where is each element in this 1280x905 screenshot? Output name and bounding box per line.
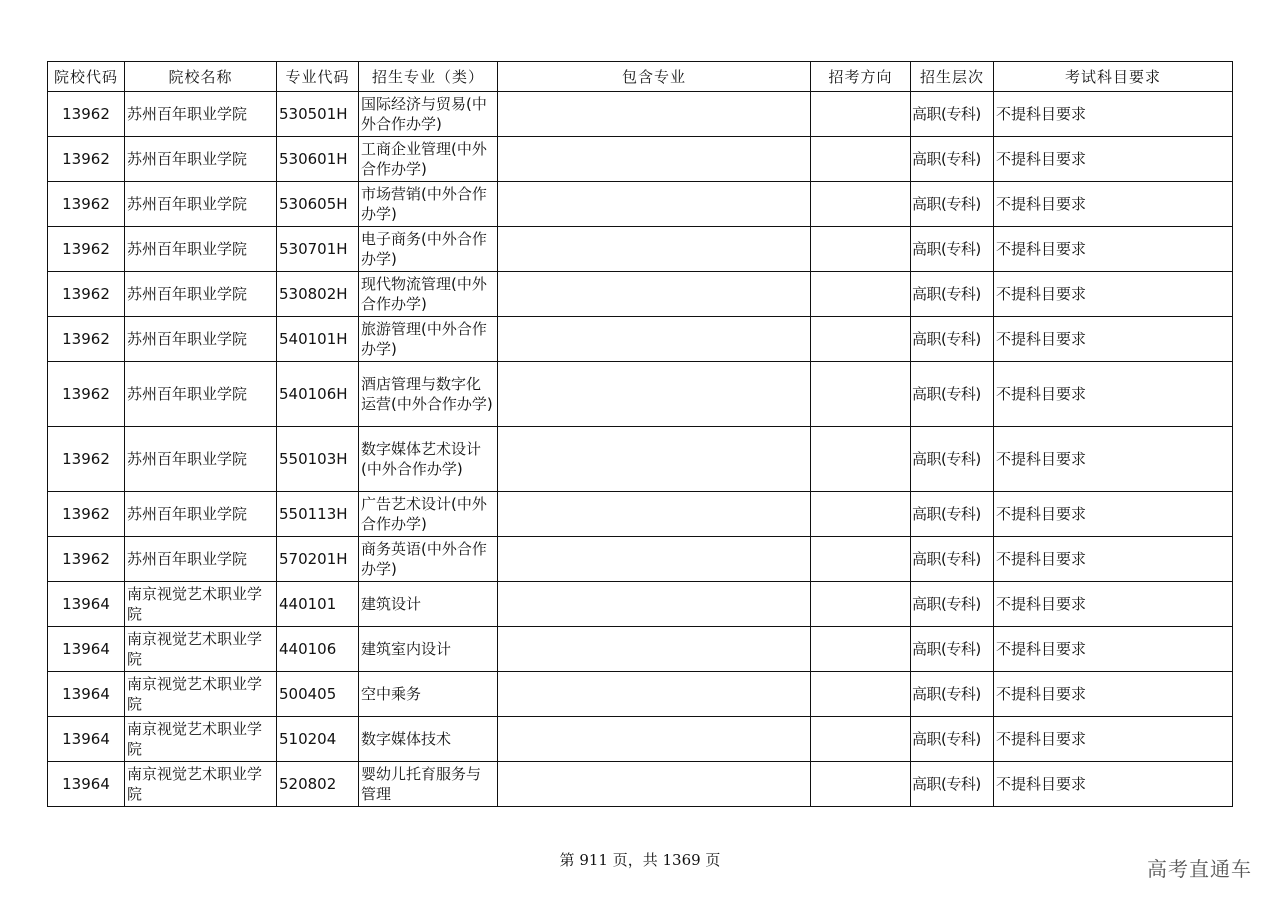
school-code-cell: 13962 (48, 227, 125, 272)
major-cell: 商务英语(中外合作办学) (359, 537, 498, 582)
level-cell: 高职(专科) (911, 227, 994, 272)
table-body (48, 92, 1233, 807)
table-row (48, 717, 1233, 762)
direction-cell (811, 717, 911, 762)
school-code-cell: 13962 (48, 92, 125, 137)
direction-cell (811, 272, 911, 317)
direction-cell (811, 427, 911, 492)
direction-cell (811, 537, 911, 582)
direction-cell (811, 92, 911, 137)
school-name-cell: 南京视觉艺术职业学院 (125, 627, 277, 672)
major-code-cell: 550103H (277, 427, 359, 492)
level-cell: 高职(专科) (911, 317, 994, 362)
included-majors-cell (498, 317, 811, 362)
school-code-cell: 13962 (48, 492, 125, 537)
table-row (48, 362, 1233, 427)
included-majors-cell (498, 762, 811, 807)
major-cell: 广告艺术设计(中外合作办学) (359, 492, 498, 537)
level-cell: 高职(专科) (911, 182, 994, 227)
included-majors-cell (498, 672, 811, 717)
table-row (48, 672, 1233, 717)
major-cell: 工商企业管理(中外合作办学) (359, 137, 498, 182)
table-row (48, 537, 1233, 582)
major-cell: 数字媒体技术 (359, 717, 498, 762)
level-cell: 高职(专科) (911, 137, 994, 182)
school-code-cell: 13962 (48, 537, 125, 582)
major-code-cell: 540101H (277, 317, 359, 362)
major-code-cell: 510204 (277, 717, 359, 762)
subject-requirement-cell: 不提科目要求 (994, 92, 1233, 137)
school-code-cell: 13964 (48, 762, 125, 807)
level-cell: 高职(专科) (911, 627, 994, 672)
school-name-cell: 苏州百年职业学院 (125, 137, 277, 182)
table-row (48, 182, 1233, 227)
level-cell: 高职(专科) (911, 537, 994, 582)
major-code-cell: 440106 (277, 627, 359, 672)
level-cell: 高职(专科) (911, 362, 994, 427)
subject-requirement-cell: 不提科目要求 (994, 762, 1233, 807)
direction-cell (811, 317, 911, 362)
school-code-cell: 13962 (48, 182, 125, 227)
header-included-majors: 包含专业 (498, 62, 811, 92)
school-name-cell: 苏州百年职业学院 (125, 227, 277, 272)
header-school-name: 院校名称 (125, 62, 277, 92)
table-row (48, 427, 1233, 492)
header-subject-requirement: 考试科目要求 (994, 62, 1233, 92)
school-code-cell: 13962 (48, 137, 125, 182)
school-name-cell: 苏州百年职业学院 (125, 427, 277, 492)
included-majors-cell (498, 537, 811, 582)
table-row (48, 762, 1233, 807)
school-code-cell: 13964 (48, 627, 125, 672)
major-cell: 电子商务(中外合作办学) (359, 227, 498, 272)
subject-requirement-cell: 不提科目要求 (994, 182, 1233, 227)
included-majors-cell (498, 492, 811, 537)
major-code-cell: 530701H (277, 227, 359, 272)
table-row (48, 492, 1233, 537)
level-cell: 高职(专科) (911, 762, 994, 807)
subject-requirement-cell: 不提科目要求 (994, 227, 1233, 272)
school-code-cell: 13962 (48, 427, 125, 492)
subject-requirement-cell: 不提科目要求 (994, 137, 1233, 182)
major-cell: 酒店管理与数字化运营(中外合作办学) (359, 362, 498, 427)
direction-cell (811, 762, 911, 807)
subject-requirement-cell: 不提科目要求 (994, 537, 1233, 582)
direction-cell (811, 227, 911, 272)
header-major: 招生专业（类） (359, 62, 498, 92)
table-row (48, 272, 1233, 317)
included-majors-cell (498, 427, 811, 492)
major-code-cell: 530605H (277, 182, 359, 227)
direction-cell (811, 137, 911, 182)
header-school-code: 院校代码 (48, 62, 125, 92)
level-cell: 高职(专科) (911, 672, 994, 717)
subject-requirement-cell: 不提科目要求 (994, 362, 1233, 427)
major-cell: 现代物流管理(中外合作办学) (359, 272, 498, 317)
level-cell: 高职(专科) (911, 427, 994, 492)
included-majors-cell (498, 272, 811, 317)
table-row (48, 627, 1233, 672)
included-majors-cell (498, 182, 811, 227)
included-majors-cell (498, 137, 811, 182)
table-row (48, 92, 1233, 137)
direction-cell (811, 582, 911, 627)
level-cell: 高职(专科) (911, 492, 994, 537)
school-code-cell: 13964 (48, 582, 125, 627)
major-code-cell: 520802 (277, 762, 359, 807)
header-level: 招生层次 (911, 62, 994, 92)
subject-requirement-cell: 不提科目要求 (994, 717, 1233, 762)
major-code-cell: 550113H (277, 492, 359, 537)
direction-cell (811, 362, 911, 427)
school-name-cell: 苏州百年职业学院 (125, 272, 277, 317)
major-cell: 婴幼儿托育服务与管理 (359, 762, 498, 807)
subject-requirement-cell: 不提科目要求 (994, 627, 1233, 672)
table-row (48, 137, 1233, 182)
school-code-cell: 13962 (48, 317, 125, 362)
direction-cell (811, 627, 911, 672)
direction-cell (811, 182, 911, 227)
watermark-logo: 高考直通车 (1147, 857, 1252, 881)
major-cell: 数字媒体艺术设计(中外合作办学) (359, 427, 498, 492)
major-cell: 建筑室内设计 (359, 627, 498, 672)
major-code-cell: 570201H (277, 537, 359, 582)
page-number: 第 911 页，共 1369 页 (559, 851, 721, 869)
school-name-cell: 苏州百年职业学院 (125, 92, 277, 137)
table-row (48, 227, 1233, 272)
included-majors-cell (498, 362, 811, 427)
school-name-cell: 南京视觉艺术职业学院 (125, 582, 277, 627)
subject-requirement-cell: 不提科目要求 (994, 272, 1233, 317)
direction-cell (811, 492, 911, 537)
subject-requirement-cell: 不提科目要求 (994, 582, 1233, 627)
school-code-cell: 13964 (48, 717, 125, 762)
level-cell: 高职(专科) (911, 582, 994, 627)
level-cell: 高职(专科) (911, 272, 994, 317)
major-code-cell: 530802H (277, 272, 359, 317)
table-row (48, 317, 1233, 362)
school-name-cell: 苏州百年职业学院 (125, 362, 277, 427)
table-header-row (48, 62, 1233, 92)
school-name-cell: 苏州百年职业学院 (125, 537, 277, 582)
school-name-cell: 南京视觉艺术职业学院 (125, 672, 277, 717)
included-majors-cell (498, 717, 811, 762)
school-code-cell: 13962 (48, 272, 125, 317)
subject-requirement-cell: 不提科目要求 (994, 672, 1233, 717)
major-code-cell: 440101 (277, 582, 359, 627)
school-name-cell: 苏州百年职业学院 (125, 182, 277, 227)
subject-requirement-cell: 不提科目要求 (994, 492, 1233, 537)
included-majors-cell (498, 227, 811, 272)
admissions-table (47, 61, 1233, 807)
major-cell: 旅游管理(中外合作办学) (359, 317, 498, 362)
table-row (48, 582, 1233, 627)
school-code-cell: 13964 (48, 672, 125, 717)
major-code-cell: 530601H (277, 137, 359, 182)
header-major-code: 专业代码 (277, 62, 359, 92)
major-code-cell: 530501H (277, 92, 359, 137)
direction-cell (811, 672, 911, 717)
level-cell: 高职(专科) (911, 717, 994, 762)
major-cell: 市场营销(中外合作办学) (359, 182, 498, 227)
included-majors-cell (498, 627, 811, 672)
subject-requirement-cell: 不提科目要求 (994, 427, 1233, 492)
school-name-cell: 南京视觉艺术职业学院 (125, 717, 277, 762)
major-cell: 空中乘务 (359, 672, 498, 717)
school-code-cell: 13962 (48, 362, 125, 427)
header-direction: 招考方向 (811, 62, 911, 92)
major-code-cell: 540106H (277, 362, 359, 427)
school-name-cell: 苏州百年职业学院 (125, 492, 277, 537)
level-cell: 高职(专科) (911, 92, 994, 137)
school-name-cell: 南京视觉艺术职业学院 (125, 762, 277, 807)
major-cell: 国际经济与贸易(中外合作办学) (359, 92, 498, 137)
subject-requirement-cell: 不提科目要求 (994, 317, 1233, 362)
included-majors-cell (498, 92, 811, 137)
school-name-cell: 苏州百年职业学院 (125, 317, 277, 362)
included-majors-cell (498, 582, 811, 627)
major-cell: 建筑设计 (359, 582, 498, 627)
major-code-cell: 500405 (277, 672, 359, 717)
